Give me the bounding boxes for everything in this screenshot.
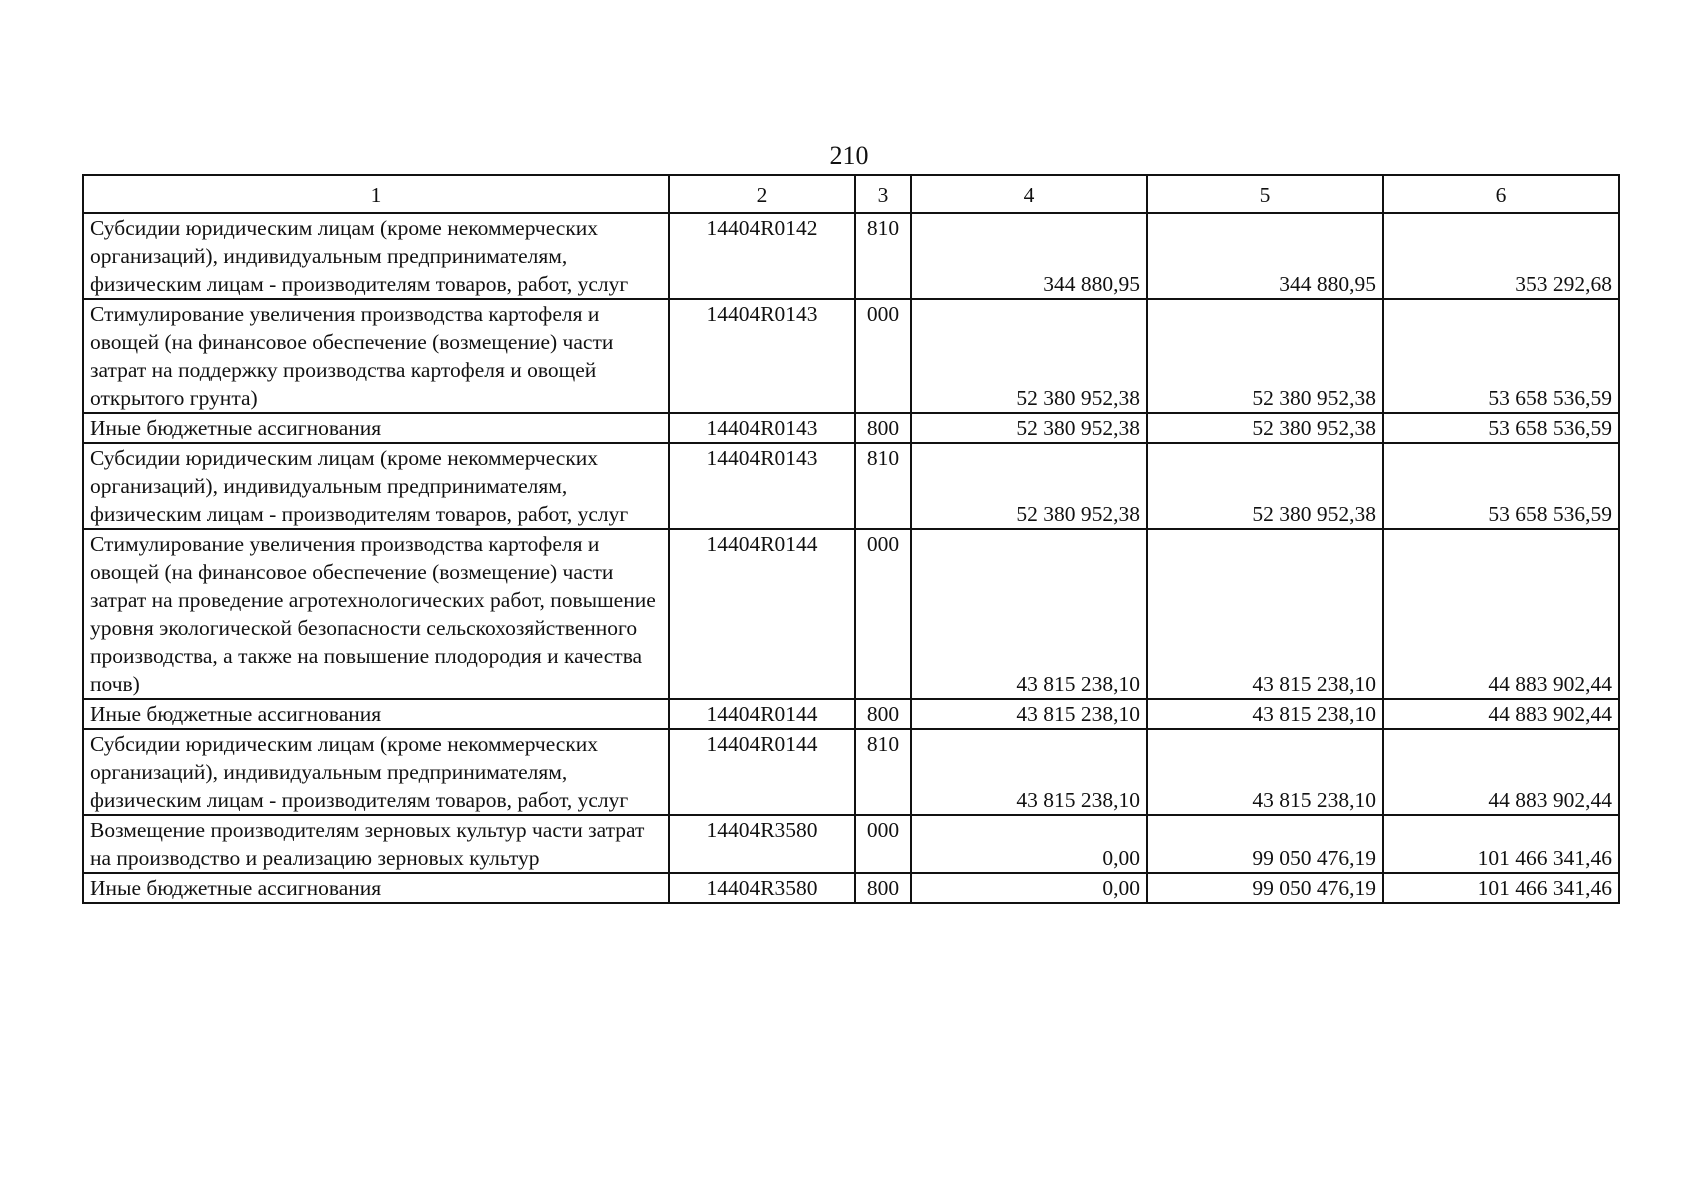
table-row <box>83 213 1619 299</box>
item-name: Возмещение производителям зерновых культур части затрат на производство и реализацию зерновых культур <box>83 815 669 873</box>
table-row <box>83 413 1619 443</box>
amount-col-4: 344 880,95 <box>911 213 1147 299</box>
amount-col-4: 52 380 952,38 <box>911 443 1147 529</box>
table-row <box>83 699 1619 729</box>
target-code: 14404R3580 <box>669 873 855 903</box>
amount-col-6: 44 883 902,44 <box>1383 529 1619 699</box>
item-name: Иные бюджетные ассигнования <box>83 699 669 729</box>
amount-col-5: 344 880,95 <box>1147 213 1383 299</box>
expense-type: 810 <box>855 443 911 529</box>
amount-col-6: 53 658 536,59 <box>1383 443 1619 529</box>
amount-col-6: 53 658 536,59 <box>1383 299 1619 413</box>
amount-col-4: 43 815 238,10 <box>911 729 1147 815</box>
expense-type: 000 <box>855 299 911 413</box>
target-code: 14404R0143 <box>669 413 855 443</box>
header-cell: 4 <box>911 175 1147 213</box>
table-row <box>83 299 1619 413</box>
item-name: Субсидии юридическим лицам (кроме некоммерческих организаций), индивидуальным предпринимателям, физическим лицам - производителям товаров, работ, услуг <box>83 729 669 815</box>
item-name: Иные бюджетные ассигнования <box>83 873 669 903</box>
amount-col-6: 353 292,68 <box>1383 213 1619 299</box>
table-row <box>83 873 1619 903</box>
table-row <box>83 815 1619 873</box>
expense-type: 000 <box>855 815 911 873</box>
budget-table <box>82 174 1620 904</box>
expense-type: 810 <box>855 213 911 299</box>
header-cell: 6 <box>1383 175 1619 213</box>
amount-col-6: 101 466 341,46 <box>1383 815 1619 873</box>
header-cell: 5 <box>1147 175 1383 213</box>
header-cell: 3 <box>855 175 911 213</box>
table-row <box>83 443 1619 529</box>
item-name: Стимулирование увеличения производства картофеля и овощей (на финансовое обеспечение (возмещение) части затрат на проведение агротехнологических работ, повышение уровня экологической безопасности сельскохозяйственного производства, а также на повышение плодородия и качества почв) <box>83 529 669 699</box>
amount-col-5: 99 050 476,19 <box>1147 815 1383 873</box>
amount-col-5: 52 380 952,38 <box>1147 299 1383 413</box>
expense-type: 000 <box>855 529 911 699</box>
target-code: 14404R0142 <box>669 213 855 299</box>
amount-col-6: 44 883 902,44 <box>1383 729 1619 815</box>
target-code: 14404R0143 <box>669 299 855 413</box>
item-name: Субсидии юридическим лицам (кроме некоммерческих организаций), индивидуальным предпринимателям, физическим лицам - производителям товаров, работ, услуг <box>83 213 669 299</box>
amount-col-5: 52 380 952,38 <box>1147 443 1383 529</box>
amount-col-5: 52 380 952,38 <box>1147 413 1383 443</box>
amount-col-6: 53 658 536,59 <box>1383 413 1619 443</box>
table-row <box>83 529 1619 699</box>
expense-type: 800 <box>855 413 911 443</box>
expense-type: 810 <box>855 729 911 815</box>
expense-type: 800 <box>855 873 911 903</box>
amount-col-4: 0,00 <box>911 873 1147 903</box>
amount-col-4: 0,00 <box>911 815 1147 873</box>
target-code: 14404R0143 <box>669 443 855 529</box>
header-cell: 1 <box>83 175 669 213</box>
amount-col-4: 52 380 952,38 <box>911 413 1147 443</box>
amount-col-5: 43 815 238,10 <box>1147 529 1383 699</box>
amount-col-5: 43 815 238,10 <box>1147 729 1383 815</box>
table-row <box>83 729 1619 815</box>
amount-col-6: 44 883 902,44 <box>1383 699 1619 729</box>
target-code: 14404R3580 <box>669 815 855 873</box>
item-name: Стимулирование увеличения производства картофеля и овощей (на финансовое обеспечение (возмещение) части затрат на поддержку производства картофеля и овощей открытого грунта) <box>83 299 669 413</box>
amount-col-5: 43 815 238,10 <box>1147 699 1383 729</box>
amount-col-5: 99 050 476,19 <box>1147 873 1383 903</box>
item-name: Субсидии юридическим лицам (кроме некоммерческих организаций), индивидуальным предпринимателям, физическим лицам - производителям товаров, работ, услуг <box>83 443 669 529</box>
amount-col-4: 43 815 238,10 <box>911 699 1147 729</box>
target-code: 14404R0144 <box>669 729 855 815</box>
amount-col-6: 101 466 341,46 <box>1383 873 1619 903</box>
header-cell: 2 <box>669 175 855 213</box>
page-number: 210 <box>829 141 869 170</box>
target-code: 14404R0144 <box>669 699 855 729</box>
amount-col-4: 43 815 238,10 <box>911 529 1147 699</box>
amount-col-4: 52 380 952,38 <box>911 299 1147 413</box>
item-name: Иные бюджетные ассигнования <box>83 413 669 443</box>
header-row <box>83 175 1619 213</box>
target-code: 14404R0144 <box>669 529 855 699</box>
expense-type: 800 <box>855 699 911 729</box>
